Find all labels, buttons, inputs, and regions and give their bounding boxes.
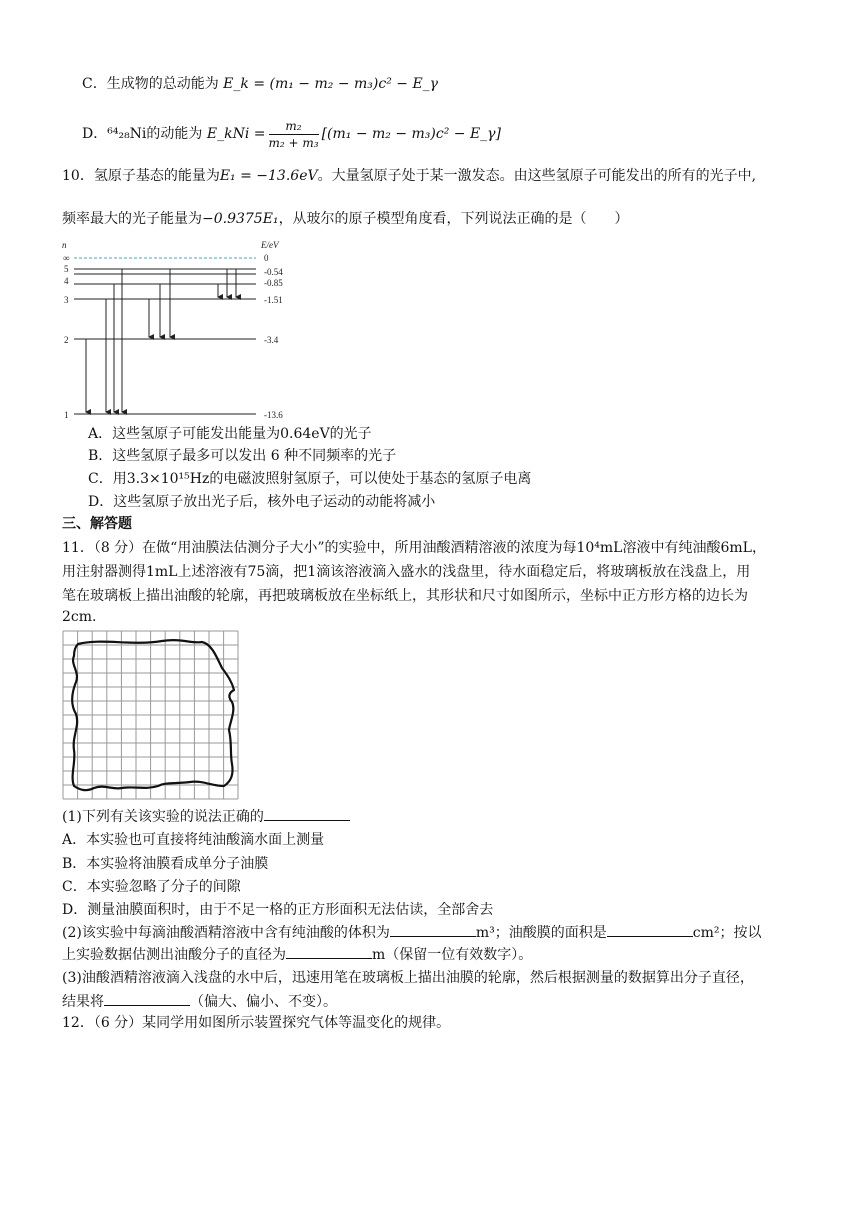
q11-part1	[62, 806, 350, 827]
q11-option-c: C．本实验忽略了分子的间隙	[62, 879, 241, 895]
level-e-3: -1.51	[264, 295, 283, 305]
q9-nuclide: ⁶⁴₂₈Ni	[107, 126, 147, 142]
q12-stem: 12．（6 分）某同学用如图所示装置探究气体等温变化的规律。	[62, 1015, 451, 1031]
oil-film-grid-figure	[62, 630, 239, 800]
level-e-1: -13.6	[264, 410, 283, 420]
transition-arrows	[86, 269, 236, 412]
level-e-inf: 0	[264, 253, 269, 263]
q10-option-d: D．这些氢原子放出光子后，核外电子运动的动能将减小	[88, 494, 436, 510]
coordinate-grid	[63, 631, 238, 799]
level-n-inf: ∞	[63, 253, 70, 263]
q10-text-d: ，从玻尔的原子模型角度看，下列说法正确的是（ ）	[278, 211, 629, 227]
q10-formula-e1: E₁ = −13.6eV	[219, 168, 318, 184]
level-n-4: 4	[64, 276, 69, 286]
q9-fraction-numerator: m₂	[269, 118, 319, 135]
q11-part2-line2	[62, 944, 532, 965]
q11-intro-line4: 2cm.	[62, 609, 97, 625]
n-axis-label: n	[62, 240, 67, 250]
level-n-3: 3	[64, 295, 69, 305]
q10-formula-max: −0.9375E₁	[202, 211, 279, 227]
q11-part3-answer-blank[interactable]	[104, 991, 190, 1006]
q11-part1-answer-blank[interactable]	[264, 806, 350, 821]
q10-option-b: B．这些氢原子最多可以发出 6 种不同频率的光子	[88, 448, 397, 464]
q11-part2-text-c: cm²；按以	[692, 925, 762, 941]
level-n-2: 2	[64, 335, 69, 345]
q11-intro-line3: 笔在玻璃板上描出油酸的轮廓，再把玻璃板放在坐标纸上，其形状和尺寸如图所示，坐标中正方形方格的边长为	[62, 588, 748, 604]
q11-volume-blank[interactable]	[390, 922, 476, 937]
q11-part3-line1: (3)油酸酒精溶液滴入浅盘的水中后，迅速用笔在玻璃板上描出油膜的轮廓，然后根据测量的数据算出分子直径，	[62, 970, 754, 986]
q9-option-c-formula: E_k = (m₁ − m₂ − m₃)c² − E_γ	[223, 76, 439, 92]
q11-part2-text-b: m³；油酸膜的面积是	[475, 925, 607, 941]
q9-fraction	[269, 118, 319, 151]
q9-option-d-lhs: E_kNi =	[206, 126, 266, 142]
q9-option-c-text: C．生成物的总动能为	[82, 76, 219, 92]
level-e-2: -3.4	[264, 335, 279, 345]
energy-axis-label: E/eV	[261, 240, 279, 250]
q11-part3-line2	[62, 991, 337, 1012]
q9-fraction-denominator: m₂ + m₃	[268, 135, 319, 150]
q11-part3-text-a: 结果将	[62, 994, 104, 1010]
q10-stem-line2	[62, 209, 629, 229]
q11-area-blank[interactable]	[607, 922, 693, 937]
q9-option-d-label: D．	[82, 126, 108, 142]
q11-diameter-blank[interactable]	[286, 944, 372, 959]
q9-option-d-text: 的动能为	[146, 126, 203, 142]
q10-option-c: C．用3.3×10¹⁵Hz的电磁波照射氢原子，可以使处于基态的氢原子电离	[88, 471, 532, 487]
q10-stem-line1	[62, 166, 756, 186]
q11-intro-line1: 11．（8 分）在做“用油膜法估测分子大小”的实验中，所用油酸酒精溶液的浓度为每10⁴mL溶液中有纯油酸6mL，	[62, 540, 766, 556]
q11-part2-text-e: m（保留一位有效数字）。	[372, 947, 533, 963]
q11-option-d: D．测量油膜面积时，由于不足一格的正方形面积无法估读，全部舍去	[62, 902, 494, 918]
q10-text-c: 频率最大的光子能量为	[62, 211, 202, 227]
level-e-5: -0.54	[264, 267, 283, 277]
q11-part2-text-a: (2)该实验中每滴油酸酒精溶液中含有纯油酸的体积为	[62, 925, 390, 941]
section-heading: 三、解答题	[62, 516, 132, 532]
q11-intro-line2: 用注射器测得1mL上述溶液有75滴，把1滴该溶液滴入盛水的浅盘里，待水面稳定后，将玻璃板放在浅盘上，用	[62, 564, 751, 580]
level-n-1: 1	[64, 410, 69, 420]
q11-part3-text-b: （偏大、偏小、不变）。	[190, 994, 337, 1010]
q10-option-a: A．这些氢原子可能发出能量为0.64eV的光子	[88, 426, 372, 442]
q11-part2-line1	[62, 922, 761, 943]
q11-option-a: A．本实验也可直接将纯油酸滴水面上测量	[62, 832, 325, 848]
level-n-5: 5	[64, 264, 69, 274]
q10-text-a: 10．氢原子基态的能量为	[62, 168, 220, 184]
energy-level-diagram	[58, 238, 308, 422]
level-e-4: -0.85	[264, 278, 283, 288]
q11-option-b: B．本实验将油膜看成单分子油膜	[62, 856, 269, 872]
q10-text-b: 。大量氢原子处于某一激发态。由这些氢原子可能发出的所有的光子中,	[317, 168, 757, 184]
q11-part2-text-d: 上实验数据估测出油酸分子的直径为	[62, 947, 286, 963]
q11-part1-text: (1)下列有关该实验的说法正确的	[62, 809, 264, 825]
q9-option-d-rhs: [(m₁ − m₂ − m₃)c² − E_γ]	[321, 126, 502, 142]
q9-option-d	[82, 114, 501, 154]
q9-option-c	[82, 74, 438, 94]
